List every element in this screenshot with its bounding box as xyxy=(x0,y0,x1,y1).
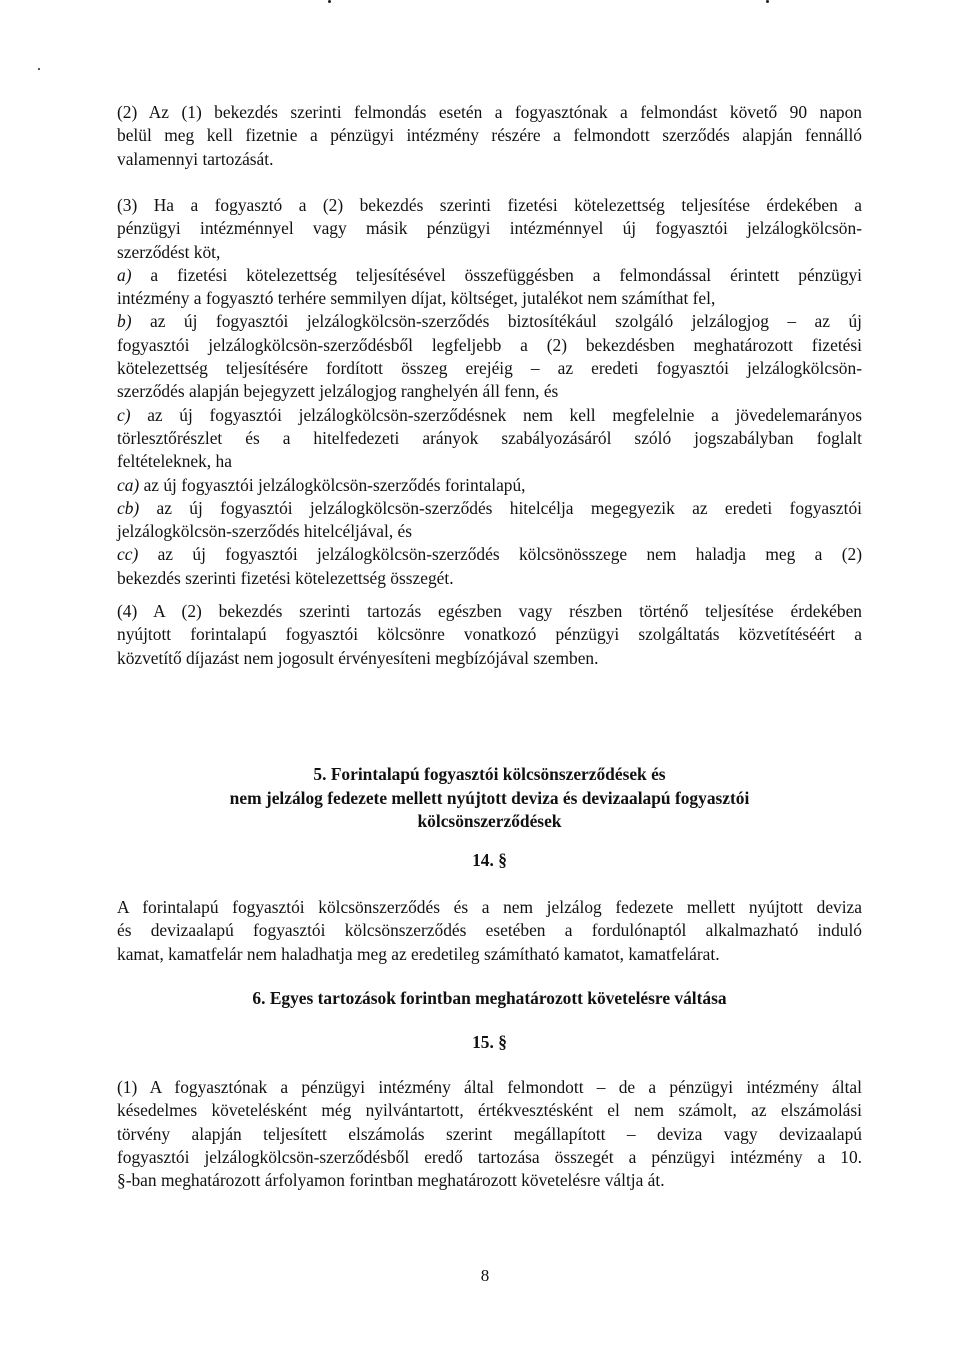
text-line: (3) Ha a fogyasztó a (2) bekezdés szerinti fizetési kötelezettség teljesítése érdekében a xyxy=(117,195,862,215)
text-line: (1) A fogyasztónak a pénzügyi intézmény által felmondott – de a pénzügyi intézmény által xyxy=(117,1077,862,1097)
list-item-b xyxy=(117,310,862,333)
section-heading-6 xyxy=(117,987,862,1011)
text-line: törvény alapján teljesített elszámolás szerint megállapított – deviza vagy devizaalapú xyxy=(117,1123,862,1144)
text-line: fogyasztói jelzálogkölcsön-szerződésből legfeljebb a (2) bekezdésben meghatározott fizetési xyxy=(117,334,862,355)
text-line: intézmény a fogyasztó terhére semmilyen díjat, költséget, jutalékot nem számíthat fel, xyxy=(117,288,716,309)
scan-speck xyxy=(328,0,331,3)
section-heading-5 xyxy=(117,763,862,834)
text-line: és devizaalapú fogyasztói kölcsönszerződés esetében a fordulónaptól alkalmazható induló xyxy=(117,920,862,941)
item-label: ca) xyxy=(117,474,140,495)
text-line: késedelmes követelésként még nyilvántartott, értékvesztésként el nem számolt, az elszámolási xyxy=(117,1100,862,1121)
text-line: nyújtott forintalapú fogyasztói kölcsönre vonatkozó pénzügyi szolgáltatás közvetítéséért a xyxy=(117,624,862,645)
item-label: cc) xyxy=(117,544,139,565)
text-line: közvetítő díjazást nem jogosult érvényesíteni megbízójával szemben. xyxy=(117,647,599,668)
paragraph-3 xyxy=(117,194,862,590)
text-line: szerződést köt, xyxy=(117,241,221,262)
section-14-text xyxy=(117,896,862,966)
heading-line: nem jelzálog fedezete mellett nyújtott deviza és devizaalapú fogyasztói xyxy=(229,787,750,808)
text-line: bekezdés szerinti fizetési kötelezettség összegét. xyxy=(117,567,454,588)
item-label: a) xyxy=(117,264,132,285)
text-line: kamat, kamatfelár nem haladhatja meg az eredetileg számítható kamatot, kamatfelárat. xyxy=(117,943,720,964)
heading-line: 5. Forintalapú fogyasztói kölcsönszerződések és xyxy=(313,764,666,784)
paragraph-2 xyxy=(117,101,862,171)
item-label: c) xyxy=(117,404,131,425)
text-line: (4) A (2) bekezdés szerinti tartozás egészben vagy részben történő teljesítése érdekében xyxy=(117,601,862,621)
text-line: pénzügyi intézménnyel vagy másik pénzügyi intézménnyel új fogyasztói jelzálogkölcsön- xyxy=(117,218,862,239)
heading-line: kölcsönszerződések xyxy=(417,811,562,831)
text-line: belül meg kell fizetnie a pénzügyi intézmény részére a felmondott szerződés alapján fennálló xyxy=(117,125,862,146)
text-line: az új fogyasztói jelzálogkölcsön-szerződés kölcsönösszege nem haladja meg a (2) xyxy=(138,544,862,565)
heading-line: 6. Egyes tartozások forintban meghatározott követelésre váltása xyxy=(252,988,727,1008)
text-line: (2) Az (1) bekezdés szerinti felmondás esetén a fogyasztónak a felmondást követő 90 napon xyxy=(117,102,862,122)
section-number-14: 14. § xyxy=(472,850,507,870)
page-number: 8 xyxy=(480,1266,490,1285)
text-line: valamennyi tartozását. xyxy=(117,148,274,169)
text-line: az új fogyasztói jelzálogkölcsön-szerződésnek nem kell megfelelnie a jövedelemarányos xyxy=(130,404,862,425)
text-line: az új fogyasztói jelzálogkölcsön-szerződés hitelcélja megegyezik az eredeti fogyasztói xyxy=(139,497,862,518)
text-line: szerződés alapján bejegyzett jelzálogjog ranghelyén áll fenn, és xyxy=(117,381,559,402)
text-line: az új fogyasztói jelzálogkölcsön-szerződés biztosítékául szolgáló jelzálogjog – az új xyxy=(131,311,862,332)
scan-speck xyxy=(38,68,40,70)
text-line: feltételeknek, ha xyxy=(117,451,232,472)
list-item-a xyxy=(117,264,862,287)
text-line: §-ban meghatározott árfolyamon forintban meghatározott követelésre váltja át. xyxy=(117,1170,665,1191)
text-line: törlesztőrészlet és a hitelfedezeti arányok szabályozásáról szóló jogszabályban foglalt xyxy=(117,427,862,448)
paragraph-4 xyxy=(117,600,862,670)
item-label: b) xyxy=(117,311,132,332)
list-item-cb xyxy=(117,497,862,520)
text-line: az új fogyasztói jelzálogkölcsön-szerződés forintalapú, xyxy=(139,474,526,495)
list-item-c xyxy=(117,404,862,427)
scan-speck xyxy=(766,0,769,3)
text-line: jelzálogkölcsön-szerződés hitelcéljával, és xyxy=(117,521,413,542)
list-item-ca xyxy=(117,474,862,497)
text-line: fogyasztói jelzálogkölcsön-szerződésből eredő tartozása összegét a pénzügyi intézmény a 10. xyxy=(117,1146,862,1167)
section-15-text xyxy=(117,1076,862,1192)
text-line: a fizetési kötelezettség teljesítésével összefüggésben a felmondással érintett pénzügyi xyxy=(131,264,862,285)
item-label: cb) xyxy=(117,497,140,518)
list-item-cc xyxy=(117,543,862,566)
section-number-15: 15. § xyxy=(472,1032,507,1052)
text-line: A forintalapú fogyasztói kölcsönszerződés és a nem jelzálog fedezete mellett nyújtott deviza xyxy=(117,897,862,917)
text-line: kötelezettség teljesítésére fordított összeg erejéig – az eredeti fogyasztói jelzálogkölcsön- xyxy=(117,358,862,379)
